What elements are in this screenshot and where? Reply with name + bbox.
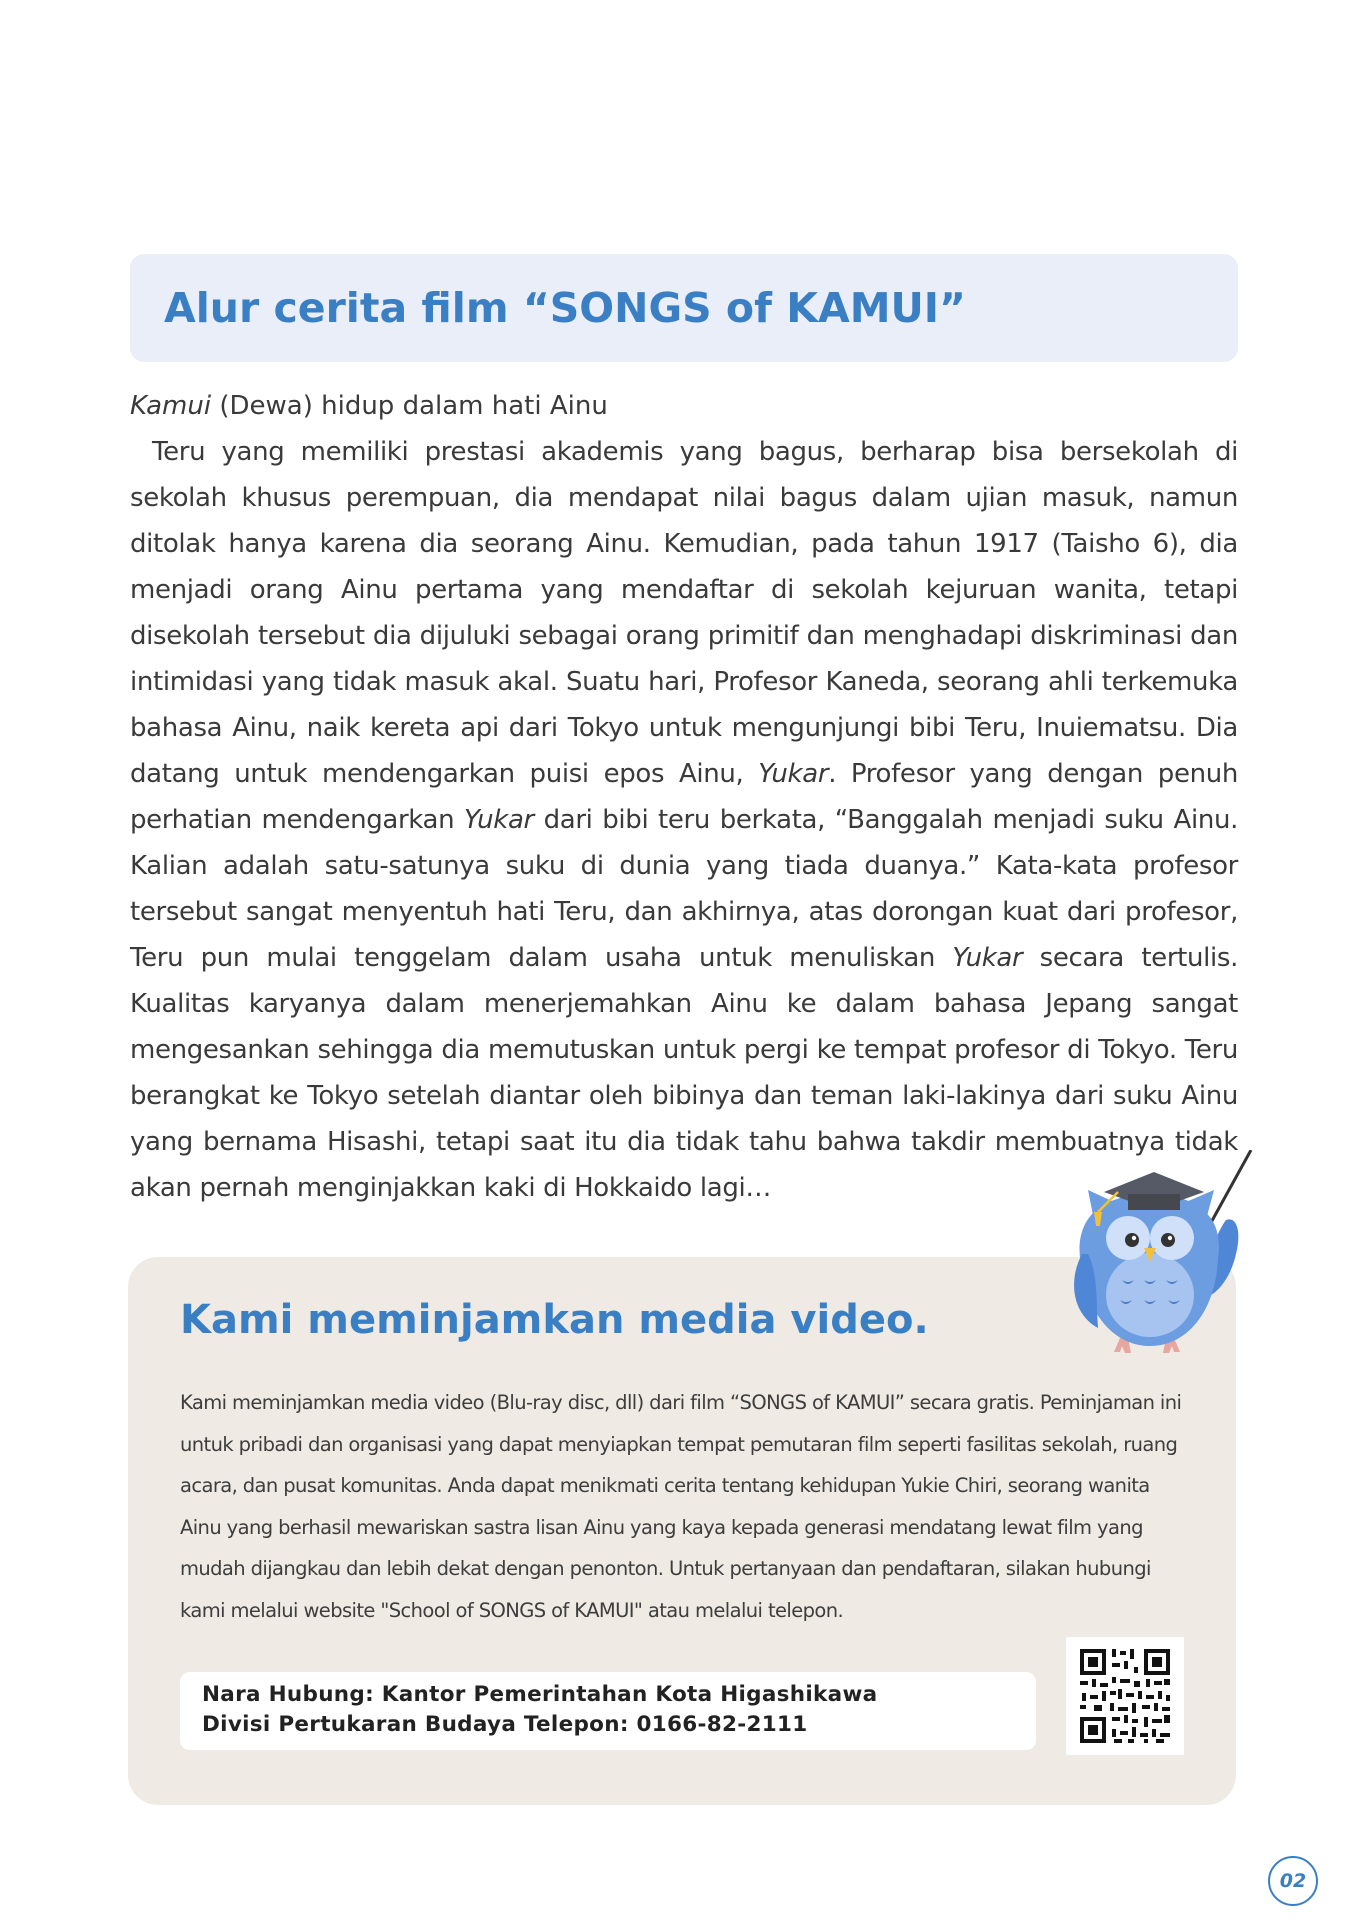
- page-number: 02: [1268, 1856, 1318, 1906]
- contact-box: [180, 1672, 1036, 1750]
- contact-line-2: Divisi Pertukaran Budaya Telepon: 0166-82-2111: [202, 1712, 808, 1737]
- yukar-term: Yukar: [758, 759, 829, 789]
- story-body-part4: secara tertulis. Kualitas karyanya dalam menerjemahkan Ainu ke dalam bahasa Jepang sangat mengesankan sehingga dia memutuskan untuk pergi ke tempat profesor di Tokyo. Teru berangkat ke Tokyo setelah diantar oleh bibinya dan teman laki-lakinya dari suku Ainu yang bernama Hisashi, tetapi saat itu dia tidak tahu bahwa takdir membuatnya tidak akan pernah menginjakkan kaki di Hokkaido lagi…: [130, 943, 1238, 1203]
- yukar-term: Yukar: [463, 805, 534, 835]
- story-body: [130, 429, 1238, 1211]
- qr-code-icon[interactable]: [1066, 1637, 1184, 1755]
- story-lead-rest: (Dewa) hidup dalam hati Ainu: [211, 391, 608, 421]
- story-title: Alur cerita film “SONGS of KAMUI”: [164, 284, 967, 332]
- story-body-part2: . Profesor yang dengan penuh perhatian mendengarkan: [130, 759, 1238, 835]
- owl-mascot-icon: [1058, 1150, 1258, 1370]
- contact-line-1: Nara Hubung: Kantor Pemerintahan Kota Higashikawa: [202, 1682, 878, 1707]
- story-title-box: [130, 254, 1238, 362]
- video-description: Kami meminjamkan media video (Blu-ray disc, dll) dari film “SONGS of KAMUI” secara gratis. Peminjaman ini untuk pribadi dan organisasi yang dapat menyiapkan tempat pemutaran film seperti fasilitas sekolah, ruang acara, dan pusat komunitas. Anda dapat menikmati cerita tentang kehidupan Yukie Chiri, seorang wanita Ainu yang berhasil mewariskan sastra lisan Ainu yang kaya kepada generasi mendatang lewat film yang mudah dijangkau dan lebih dekat dengan penonton. Untuk pertanyaan dan pendaftaran, silakan hubungi kami melalui website "School of SONGS of KAMUI" atau melalui telepon.: [180, 1391, 1182, 1622]
- story-body-part3: dari bibi teru berkata, “Banggalah menjadi suku Ainu. Kalian adalah satu-satunya suku di dunia yang tiada duanya.” Kata-kata profesor tersebut sangat menyentuh hati Teru, dan akhirnya, atas dorongan kuat dari profesor, Teru pun mulai tenggelam dalam usaha untuk menuliskan: [130, 805, 1238, 973]
- yukar-term: Yukar: [952, 943, 1023, 973]
- video-title: Kami meminjamkan media video.: [180, 1297, 929, 1343]
- story-lead-italic: Kamui: [130, 391, 212, 421]
- story-lead: [130, 383, 1238, 429]
- story-body-part1: Teru yang memiliki prestasi akademis yang bagus, berharap bisa bersekolah di sekolah khusus perempuan, dia mendapat nilai bagus dalam ujian masuk, namun ditolak hanya karena dia seorang Ainu. Kemudian, pada tahun 1917 (Taisho 6), dia menjadi orang Ainu pertama yang mendaftar di sekolah kejuruan wanita, tetapi disekolah tersebut dia dijuluki sebagai orang primitif dan menghadapi diskriminasi dan intimidasi yang tidak masuk akal. Suatu hari, Profesor Kaneda, seorang ahli terkemuka bahasa Ainu, naik kereta api dari Tokyo untuk mengunjungi bibi Teru, Inuiematsu. Dia datang untuk mendengarkan puisi epos Ainu,: [130, 437, 1238, 789]
- story-text: [130, 383, 1238, 1211]
